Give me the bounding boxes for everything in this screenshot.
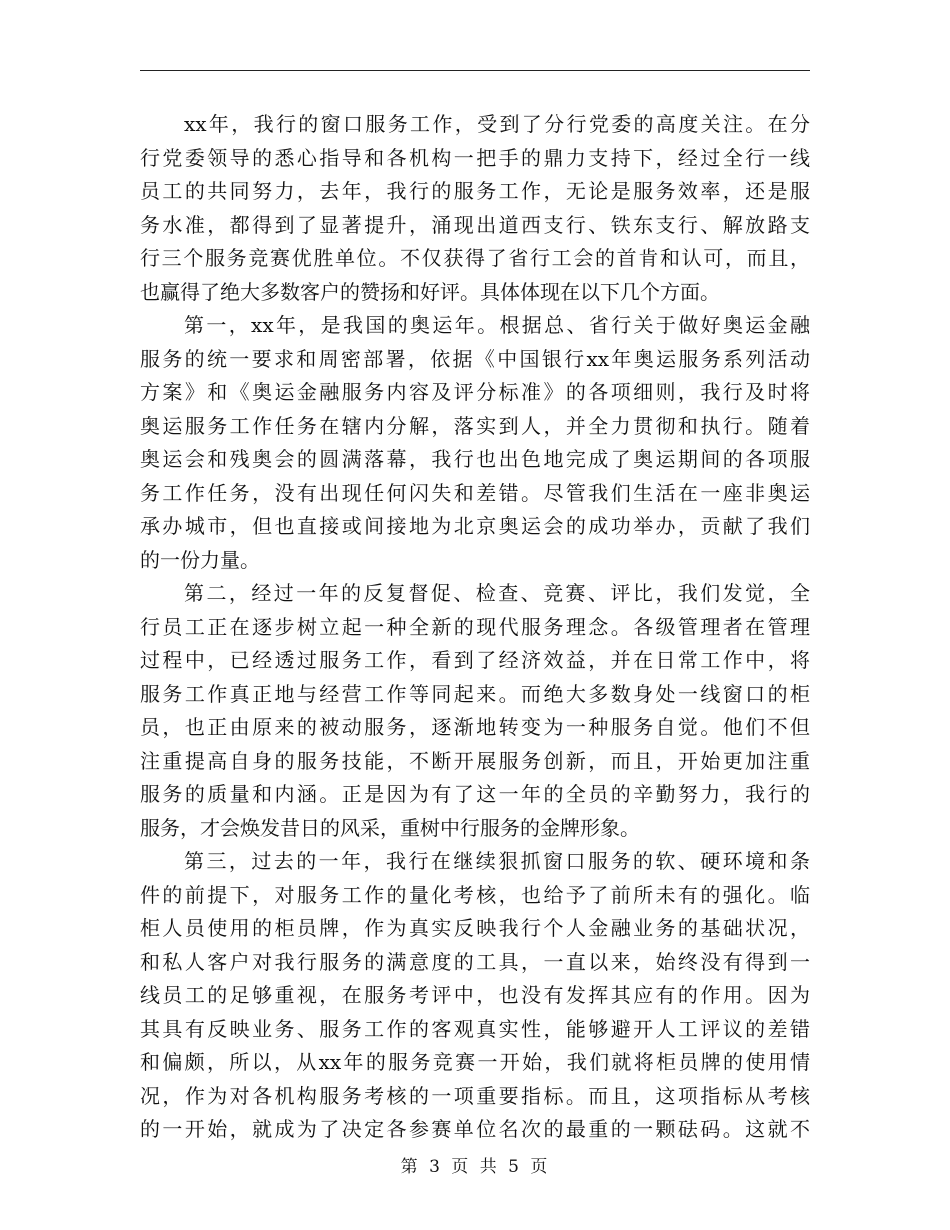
text-line: 其具有反映业务、服务工作的客观真实性，能够避开人工评议的差错 bbox=[140, 1016, 810, 1041]
text-line: 奥运服务工作任务在辖内分解，落实到人，并全力贯彻和执行。随着 bbox=[140, 413, 810, 438]
header-rule bbox=[140, 70, 810, 71]
text-line: 的一份力量。 bbox=[140, 547, 260, 572]
text-line: 奥运会和残奥会的圆满落幕，我行也出色地完成了奥运期间的各项服 bbox=[140, 447, 810, 471]
text-line: xx年，我行的窗口服务工作，受到了分行党委的高度关注。在分 bbox=[184, 112, 810, 136]
text-line: 务工作任务，没有出现任何闪失和差错。尽管我们生活在一座非奥运 bbox=[140, 480, 810, 505]
document-body bbox=[140, 108, 810, 1147]
page-number-footer: 第 3 页 共 5 页 bbox=[400, 1157, 550, 1177]
text-line: 服务工作真正地与经营工作等同起来。而绝大多数身处一线窗口的柜 bbox=[140, 681, 810, 706]
text-line: 方案》和《奥运金融服务内容及评分标准》的各项细则，我行及时将 bbox=[140, 380, 810, 404]
text-line: 服务，才会焕发昔日的风采，重树中行服务的金牌形象。 bbox=[140, 815, 640, 840]
text-line: 务水准，都得到了显著提升，涌现出道西支行、铁东支行、解放路支 bbox=[140, 212, 810, 237]
text-line: 过程中，已经透过服务工作，看到了经济效益，并在日常工作中，将 bbox=[140, 648, 810, 672]
text-line: 服务的质量和内涵。正是因为有了这一年的全员的辛勤努力，我行的 bbox=[140, 782, 810, 806]
text-line: 况，作为对各机构服务考核的一项重要指标。而且，这项指标从考核 bbox=[140, 1083, 810, 1108]
text-line: 员，也正由原来的被动服务，逐渐地转变为一种服务自觉。他们不但 bbox=[140, 715, 810, 739]
text-line: 第二，经过一年的反复督促、检查、竞赛、评比，我们发觉，全 bbox=[184, 581, 810, 605]
text-line: 线员工的足够重视，在服务考评中，也没有发挥其应有的作用。因为 bbox=[140, 983, 810, 1007]
text-line: 的一开始，就成为了决定各参赛单位名次的最重的一颗砝码。这就不 bbox=[140, 1117, 810, 1141]
text-line: 服务的统一要求和周密部署，依据《中国银行xx年奥运服务系列活动 bbox=[140, 346, 810, 371]
text-line: 行党委领导的悉心指导和各机构一把手的鼎力支持下，经过全行一线 bbox=[140, 145, 810, 170]
text-line: 第一，xx年，是我国的奥运年。根据总、省行关于做好奥运金融 bbox=[184, 313, 810, 337]
text-line: 行三个服务竞赛优胜单位。不仅获得了省行工会的首肯和认可，而且， bbox=[140, 246, 810, 270]
text-line: 柜人员使用的柜员牌，作为真实反映我行个人金融业务的基础状况， bbox=[140, 916, 810, 940]
text-line: 注重提高自身的服务技能，不断开展服务创新，而且，开始更加注重 bbox=[140, 748, 810, 773]
text-line: 和私人客户对我行服务的满意度的工具，一直以来，始终没有得到一 bbox=[140, 949, 810, 974]
text-line: 承办城市，但也直接或间接地为北京奥运会的成功举办，贡献了我们 bbox=[140, 514, 810, 538]
text-line: 行员工正在逐步树立起一种全新的现代服务理念。各级管理者在管理 bbox=[140, 614, 810, 639]
text-line: 也赢得了绝大多数客户的赞扬和好评。具体体现在以下几个方面。 bbox=[140, 279, 720, 304]
text-line: 第三，过去的一年，我行在继续狠抓窗口服务的软、硬环境和条 bbox=[184, 849, 810, 873]
text-line: 员工的共同努力，去年，我行的服务工作，无论是服务效率，还是服 bbox=[140, 179, 810, 203]
text-line: 和偏颇，所以，从xx年的服务竞赛一开始，我们就将柜员牌的使用情 bbox=[140, 1050, 810, 1074]
text-line: 件的前提下，对服务工作的量化考核，也给予了前所未有的强化。临 bbox=[140, 882, 810, 907]
